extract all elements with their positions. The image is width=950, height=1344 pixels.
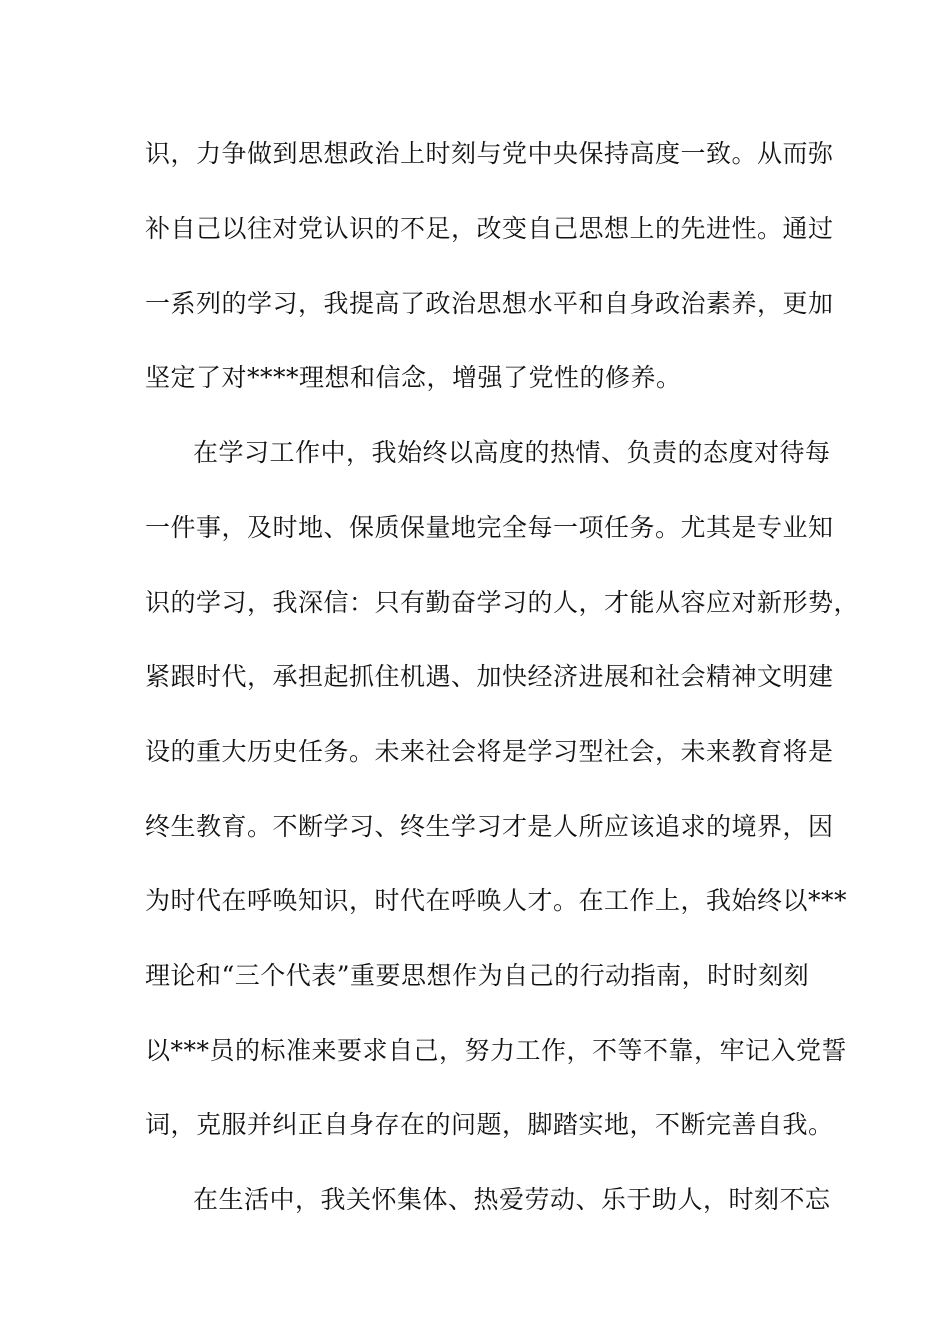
text-line-8: 紧跟时代，承担起抓住机遇、加快经济进展和社会精神文明建 <box>145 662 834 691</box>
text-line-11: 为时代在呼唤知识，时代在呼唤人才。在工作上，我始终以*** <box>145 886 848 915</box>
text-line-9: 设的重大历史任务。未来社会将是学习型社会，未来教育将是 <box>145 737 834 766</box>
text-line-14: 词，克服并纠正自身存在的问题，脚踏实地，不断完善自我。 <box>145 1110 834 1139</box>
text-line-4: 坚定了对****理想和信念，增强了党性的修养。 <box>145 363 682 392</box>
text-line-1: 识，力争做到思想政治上时刻与党中央保持高度一致。从而弥 <box>145 139 834 168</box>
text-line-7: 识的学习，我深信：只有勤奋学习的人，才能从容应对新形势， <box>145 588 860 617</box>
text-line-15: 在生活中，我关怀集体、热爱劳动、乐于助人，时刻不忘 <box>193 1185 831 1214</box>
text-line-3: 一系列的学习，我提高了政治思想水平和自身政治素养，更加 <box>145 289 834 318</box>
text-line-13: 以***员的标准来要求自己，努力工作，不等不靠，牢记入党誓 <box>145 1036 848 1065</box>
text-line-2: 补自己以往对党认识的不足，改变自己思想上的先进性。通过 <box>145 214 834 243</box>
text-line-12: 理论和“三个代表”重要思想作为自己的行动指南，时时刻刻 <box>145 961 810 990</box>
text-line-5: 在学习工作中，我始终以高度的热情、负责的态度对待每 <box>193 438 831 467</box>
text-line-6: 一件事，及时地、保质保量地完全每一项任务。尤其是专业知 <box>145 513 834 542</box>
text-line-10: 终生教育。不断学习、终生学习才是人所应该追求的境界，因 <box>145 812 834 841</box>
